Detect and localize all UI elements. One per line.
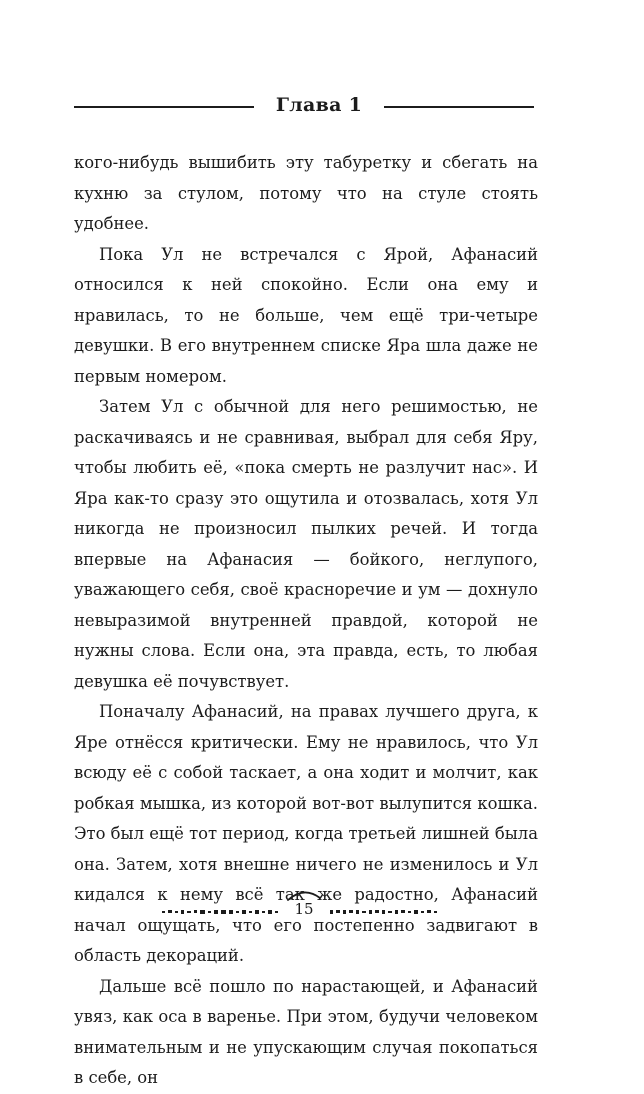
chapter-header [0,86,644,126]
footer-ornament-left [162,908,280,916]
paragraph: Дальше всё пошло по нарастающей, и Афанасий увяз, как оса в варенье. При этом, будучи человеком внимательным и не упускающим случая покопаться в себе, он [74,976,538,1087]
paragraph: Затем Ул с обычной для него решимостью, не раскачиваясь и не сравнивая, выбрал для себя Яру, чтобы любить её, «пока смерть не разлучит нас». И Яра как-то сразу это ощутила и отозвалась, хотя Ул никогда не произносил пылких речей. И тогда впервые на Афанасия — бойкого, неглупого, уважающего себя, своё красноречие и ум — дохнуло невыразимой внутренней правдой, которой не нужны слова. Если она, эта правда, есть, то любая девушка её почувствует. [74,397,538,691]
footer-ornament-right [330,908,442,916]
page-body [74,148,538,1094]
chapter-title: Глава 1 [275,94,363,116]
page-footer [0,888,644,932]
paragraph: Пока Ул не встречался с Ярой, Афанасий относился к ней спокойно. Если она ему и нравилась, то не больше, чем ещё три-четыре девушки. В его внутреннем списке Яра шла даже не первым номером. [74,244,538,386]
header-rule-right [384,106,534,108]
paragraph: Поначалу Афанасий, на правах лучшего друга, к Яре отнёсся критически. Ему не нравилось, что Ул всюду её с собой таскает, а она ходит и молчит, как робкая мышка, из которой вот-вот вылупится кошка. Это был ещё тот период, когда третьей лишней была она. Затем, хотя внешне ничего не изменилось и Ул кидался к нему всё так же радостно, Афанасий начал ощущать, что его постепенно задвигают в область декораций. [74,702,538,965]
header-rule-left [74,106,254,108]
page-number: 15 [294,900,314,918]
paragraph: кого-нибудь вышибить эту табуретку и сбегать на кухню за стулом, потому что на стуле стоять удобнее. [74,153,538,233]
